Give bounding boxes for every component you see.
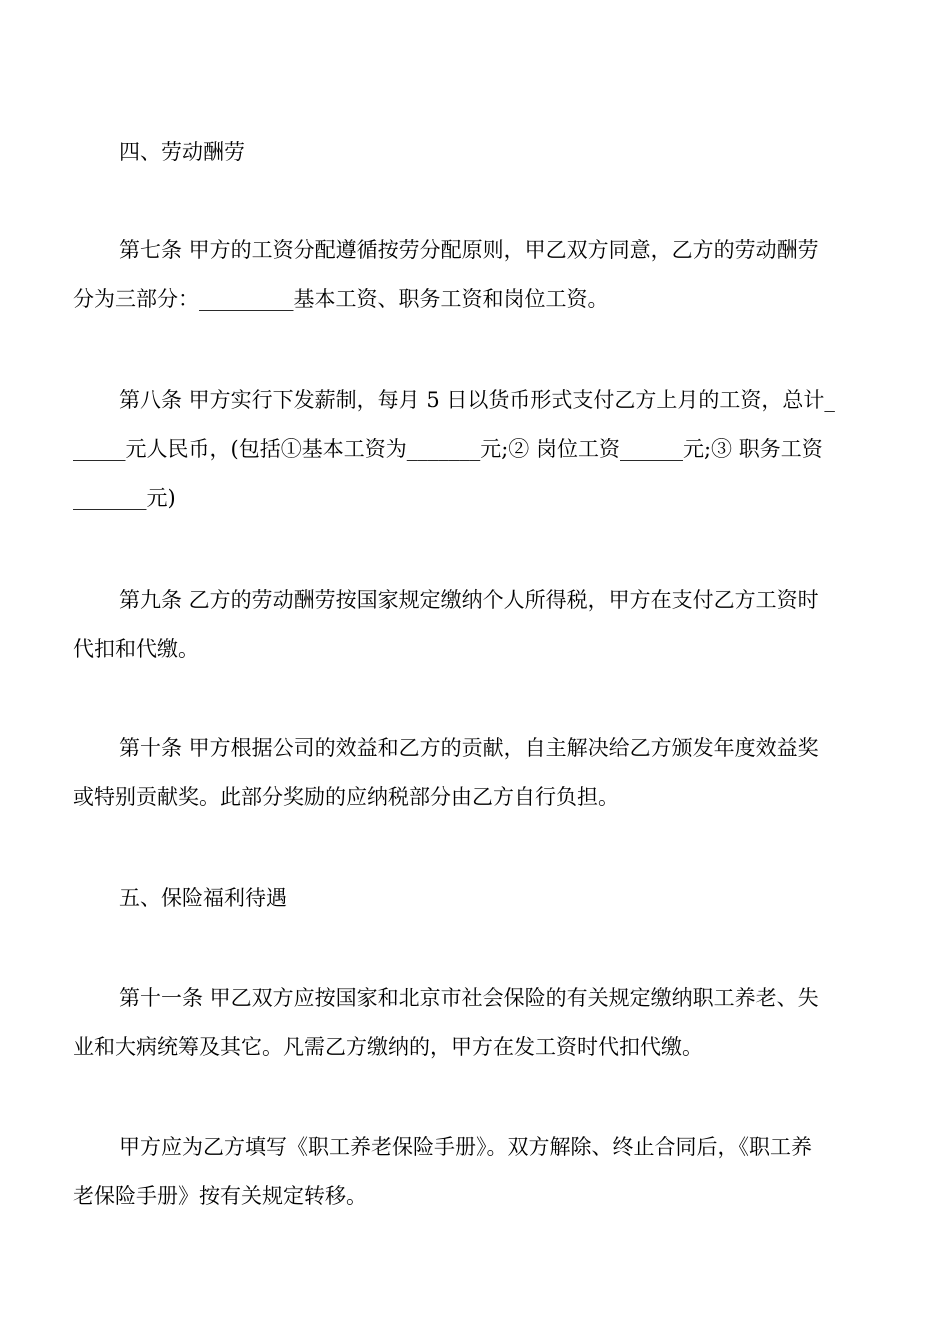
article-8-line-3: _______元) <box>73 486 176 510</box>
article-8-line-1: 第八条 甲方实行下发薪制，每月 5 日以货币形式支付乙方上月的工资，总计_ <box>119 388 835 412</box>
article-11-line-1: 第十一条 甲乙双方应按国家和北京市社会保险的有关规定缴纳职工养老、失 <box>119 986 819 1010</box>
article-11-line-2: 业和大病统筹及其它。凡需乙方缴纳的，甲方在发工资时代扣代缴。 <box>73 1035 703 1059</box>
article-8-line-2: _____元人民币，(包括①基本工资为_______元;② 岗位工资______元;③ 职务工资 <box>73 437 823 461</box>
article-7-line-2: 分为三部分：_________基本工资、职务工资和岗位工资。 <box>73 287 609 311</box>
article-10-line-2: 或特别贡献奖。此部分奖励的应纳税部分由乙方自行负担。 <box>73 785 619 809</box>
article-7-line-1: 第七条 甲方的工资分配遵循按劳分配原则，甲乙双方同意，乙方的劳动酬劳 <box>119 238 819 262</box>
article-10 <box>73 724 879 822</box>
article-8 <box>73 376 879 523</box>
pension-line-1: 甲方应为乙方填写《职工养老保险手册》。双方解除、终止合同后，《职工养 <box>119 1135 812 1159</box>
article-9-line-2: 代扣和代缴。 <box>73 637 199 661</box>
section-heading-insurance-benefits: 五、保险福利待遇 <box>119 886 287 910</box>
article-7 <box>73 226 879 324</box>
article-9 <box>73 576 879 674</box>
article-11 <box>73 974 879 1072</box>
article-9-line-1: 第九条 乙方的劳动酬劳按国家规定缴纳个人所得税，甲方在支付乙方工资时 <box>119 588 819 612</box>
article-10-line-1: 第十条 甲方根据公司的效益和乙方的贡献，自主解决给乙方颁发年度效益奖 <box>119 736 819 760</box>
pension-line-2: 老保险手册》按有关规定转移。 <box>73 1184 367 1208</box>
section-heading-labor-pay: 四、劳动酬劳 <box>119 140 245 164</box>
pension-handbook-paragraph <box>73 1123 879 1221</box>
